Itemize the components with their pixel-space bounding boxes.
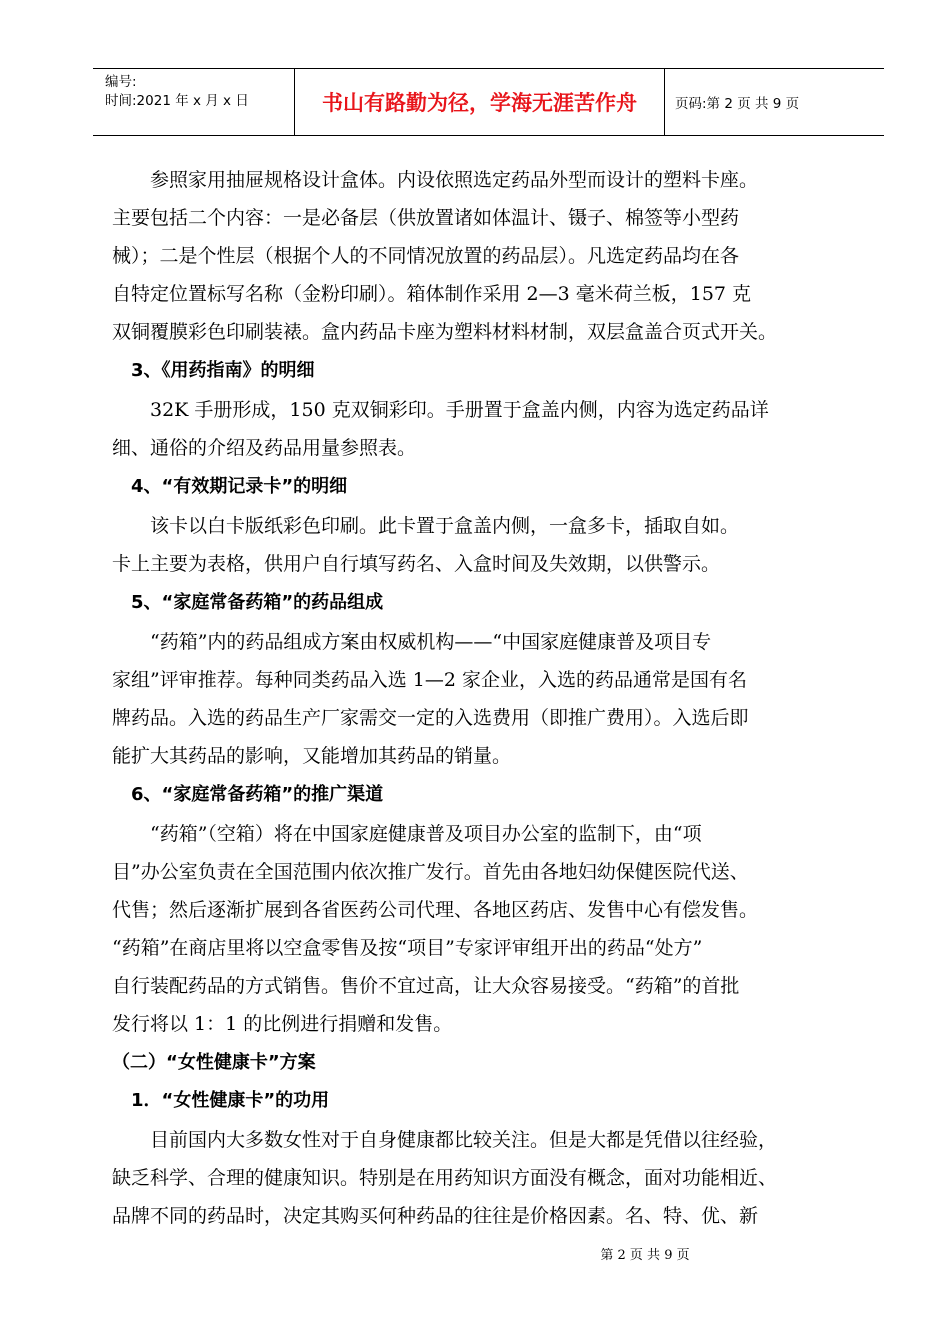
- paragraph-line: 细、通俗的介绍及药品用量参照表。: [112, 437, 417, 459]
- header-motto: 书山有路勤为径，学海无涯苦作舟: [295, 69, 665, 135]
- header-meta: [93, 69, 295, 135]
- paragraph-line: 32K 手册形成，150 克双铜彩印。手册置于盒盖内侧，内容为选定药品详: [150, 399, 769, 421]
- paragraph-line: 自行装配药品的方式销售。售价不宜过高，让大众容易接受。“药箱”的首批: [112, 975, 740, 997]
- paragraph-line: 械）；二是个性层（根据个人的不同情况放置的药品层）。凡选定药品均在各: [112, 245, 740, 267]
- paragraph-line: 卡上主要为表格，供用户自行填写药名、入盒时间及失效期，以供警示。: [112, 553, 721, 575]
- section-heading: 6、“家庭常备药箱”的推广渠道: [131, 784, 384, 805]
- paragraph-line: 双铜覆膜彩色印刷装裱。盒内药品卡座为塑料材料材制，双层盒盖合页式开关。: [112, 321, 778, 343]
- paragraph-line: 参照家用抽屉规格设计盒体。内设依照选定药品外型而设计的塑料卡座。: [150, 169, 759, 191]
- doc-time: 时间:2021 年 x 月 x 日: [105, 93, 249, 109]
- paragraph-line: 牌药品。入选的药品生产厂家需交一定的入选费用（即推广费用）。入选后即: [112, 707, 749, 729]
- paragraph-line: 代售；然后逐渐扩展到各省医药公司代理、各地区药店、发售中心有偿发售。: [112, 899, 759, 921]
- doc-number: 编号:: [105, 74, 137, 90]
- section-heading: 1．“女性健康卡”的功用: [131, 1090, 330, 1111]
- paragraph-line: 品牌不同的药品时，决定其购买何种药品的往往是价格因素。名、特、优、新: [112, 1205, 759, 1227]
- paragraph-line: 发行将以 1：1 的比例进行捐赠和发售。: [112, 1013, 453, 1035]
- section-heading: 4、“有效期记录卡”的明细: [131, 476, 348, 497]
- paragraph-line: 自特定位置标写名称（金粉印刷）。箱体制作采用 2—3 毫米荷兰板，157 克: [112, 283, 752, 305]
- section-heading: （二）“女性健康卡”方案: [112, 1052, 316, 1073]
- page-header: [93, 68, 884, 136]
- paragraph-line: 能扩大其药品的影响，又能增加其药品的销量。: [112, 745, 512, 767]
- paragraph-line: “药箱”内的药品组成方案由权威机构——“中国家庭健康普及项目专: [150, 631, 712, 653]
- section-heading: 5、“家庭常备药箱”的药品组成: [131, 592, 384, 613]
- paragraph-line: 该卡以白卡版纸彩色印刷。此卡置于盒盖内侧，一盒多卡，插取自如。: [150, 515, 740, 537]
- section-heading: 3、《用药指南》的明细: [131, 360, 315, 381]
- paragraph-line: 缺乏科学、合理的健康知识。特别是在用药知识方面没有概念，面对功能相近、: [112, 1167, 778, 1189]
- paragraph-line: “药箱”在商店里将以空盒零售及按“项目”专家评审组开出的药品“处方”: [112, 937, 703, 959]
- header-page-info: 页码:第 2 页 共 9 页: [675, 96, 800, 112]
- paragraph-line: “药箱”（空箱）将在中国家庭健康普及项目办公室的监制下，由“项: [150, 823, 702, 845]
- paragraph-line: 主要包括二个内容：一是必备层（供放置诸如体温计、镊子、棉签等小型药: [112, 207, 740, 229]
- page-footer: 第 2 页 共 9 页: [600, 1248, 690, 1263]
- paragraph-line: 家组”评审推荐。每种同类药品入选 1—2 家企业，入选的药品通常是国有名: [112, 669, 747, 691]
- paragraph-line: 目前国内大多数女性对于自身健康都比较关注。但是大都是凭借以往经验，: [150, 1129, 778, 1151]
- paragraph-line: 目”办公室负责在全国范围内依次推广发行。首先由各地妇幼保健医院代送、: [112, 861, 749, 883]
